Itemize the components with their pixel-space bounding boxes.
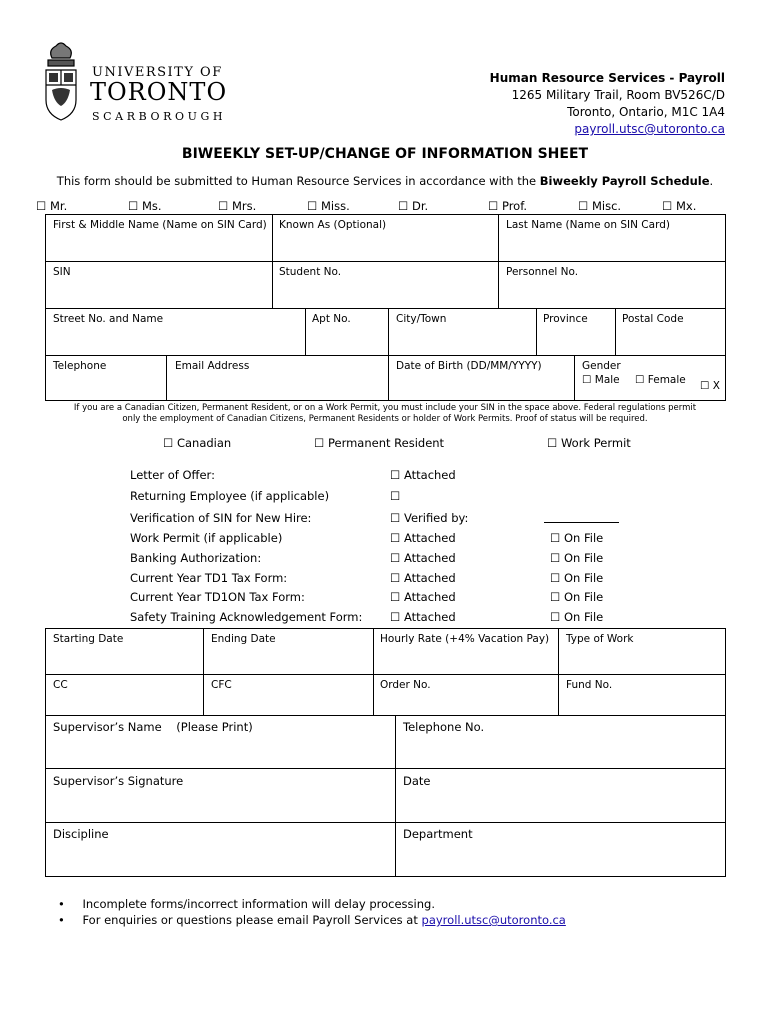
footer-bullet-2: • For enquiries or questions please email Payroll Services at payroll.utsc@utoronto.ca bbox=[58, 913, 566, 927]
field-postal-code[interactable]: Postal Code bbox=[622, 313, 684, 325]
returning-checkbox[interactable] bbox=[390, 489, 400, 503]
checkbox-icon[interactable]: ☐ bbox=[390, 531, 401, 545]
field-type-of-work[interactable]: Type of Work bbox=[566, 633, 634, 645]
checkbox-icon[interactable]: ☐ bbox=[218, 199, 229, 213]
field-order-no[interactable]: Order No. bbox=[380, 679, 431, 691]
checkbox-icon[interactable]: ☐ bbox=[390, 610, 401, 624]
doc-letter-of-offer: Letter of Offer: bbox=[130, 468, 215, 482]
checkbox-icon[interactable]: ☐ bbox=[390, 489, 401, 503]
checkbox-icon[interactable]: ☐ bbox=[700, 380, 710, 392]
field-cfc[interactable]: CFC bbox=[211, 679, 232, 691]
gender-label: Gender bbox=[582, 360, 621, 372]
field-supervisor-signature[interactable]: Supervisor’s Signature bbox=[53, 774, 184, 788]
intro-text: This form should be submitted to Human Resource Services in accordance with the Biweekly Payroll Schedule. bbox=[56, 174, 714, 188]
contact-department: Human Resource Services - Payroll bbox=[489, 71, 725, 85]
field-supervisor-name[interactable]: Supervisor’s Name (Please Print) bbox=[53, 720, 253, 734]
field-first-middle-name[interactable]: First & Middle Name (Name on SIN Card) bbox=[53, 219, 267, 231]
checkbox-icon[interactable]: ☐ bbox=[550, 610, 561, 624]
footer-email-link[interactable]: payroll.utsc@utoronto.ca bbox=[421, 913, 566, 927]
checkbox-icon[interactable]: ☐ bbox=[547, 436, 558, 450]
work-permit-attached-checkbox[interactable]: ☐ Attached bbox=[390, 531, 456, 545]
bullet-icon: • bbox=[58, 913, 65, 927]
checkbox-icon[interactable]: ☐ bbox=[390, 511, 401, 525]
field-supervisor-telephone[interactable]: Telephone No. bbox=[403, 720, 485, 734]
field-date[interactable]: Date bbox=[403, 774, 431, 788]
field-fund-no[interactable]: Fund No. bbox=[566, 679, 613, 691]
checkbox-icon[interactable]: ☐ bbox=[36, 199, 47, 213]
gender-male-option[interactable]: ☐ Male bbox=[582, 374, 620, 386]
logo-university-of: UNIVERSITY OF bbox=[92, 65, 223, 80]
doc-returning-employee: Returning Employee (if applicable) bbox=[130, 489, 330, 503]
contact-block bbox=[490, 70, 725, 138]
checkbox-icon[interactable]: ☐ bbox=[390, 468, 401, 482]
doc-banking-authorization: Banking Authorization: bbox=[130, 551, 262, 565]
payroll-schedule-ref: Biweekly Payroll Schedule bbox=[539, 174, 710, 188]
banking-on-file-checkbox[interactable]: ☐ On File bbox=[550, 551, 604, 565]
checkbox-icon[interactable]: ☐ bbox=[550, 590, 561, 604]
checkbox-icon[interactable]: ☐ bbox=[550, 531, 561, 545]
checkbox-icon[interactable]: ☐ bbox=[662, 199, 673, 213]
checkbox-icon[interactable]: ☐ bbox=[307, 199, 318, 213]
field-starting-date[interactable]: Starting Date bbox=[53, 633, 124, 645]
field-street[interactable]: Street No. and Name bbox=[53, 313, 164, 325]
logo-toronto: TORONTO bbox=[90, 78, 228, 106]
field-hourly-rate[interactable]: Hourly Rate (+4% Vacation Pay) bbox=[380, 633, 550, 645]
university-logo bbox=[40, 40, 230, 128]
field-last-name[interactable]: Last Name (Name on SIN Card) bbox=[506, 219, 670, 231]
work-permit-on-file-checkbox[interactable]: ☐ On File bbox=[550, 531, 604, 545]
field-telephone[interactable]: Telephone bbox=[53, 360, 107, 372]
field-known-as[interactable]: Known As (Optional) bbox=[279, 219, 387, 231]
offer-attached-checkbox[interactable]: ☐ Attached bbox=[390, 468, 456, 482]
field-student-no[interactable]: Student No. bbox=[279, 266, 342, 278]
status-work-permit[interactable]: ☐ Work Permit bbox=[547, 436, 631, 450]
contact-address-1: 1265 Military Trail, Room BV526C/D bbox=[511, 88, 725, 102]
checkbox-icon[interactable]: ☐ bbox=[128, 199, 139, 213]
checkbox-icon[interactable]: ☐ bbox=[550, 571, 561, 585]
doc-td1: Current Year TD1 Tax Form: bbox=[130, 571, 288, 585]
salutation-mr[interactable]: ☐ Mr. bbox=[36, 199, 68, 213]
field-ending-date[interactable]: Ending Date bbox=[211, 633, 276, 645]
salutation-misc[interactable]: ☐ Misc. bbox=[578, 199, 622, 213]
gender-x-option[interactable]: ☐ X bbox=[700, 380, 720, 392]
field-city[interactable]: City/Town bbox=[396, 313, 447, 325]
doc-sin-verification: Verification of SIN for New Hire: bbox=[130, 511, 312, 525]
footer-bullet-1: • Incomplete forms/incorrect information will delay processing. bbox=[58, 897, 435, 911]
contact-address-2: Toronto, Ontario, M1C 1A4 bbox=[567, 105, 725, 119]
salutation-miss[interactable]: ☐ Miss. bbox=[307, 199, 350, 213]
field-personnel-no[interactable]: Personnel No. bbox=[506, 266, 579, 278]
checkbox-icon[interactable]: ☐ bbox=[550, 551, 561, 565]
crest-icon bbox=[42, 40, 80, 126]
td1-on-file-checkbox[interactable]: ☐ On File bbox=[550, 571, 604, 585]
doc-safety-training: Safety Training Acknowledgement Form: bbox=[130, 610, 363, 624]
safety-on-file-checkbox[interactable]: ☐ On File bbox=[550, 610, 604, 624]
checkbox-icon[interactable]: ☐ bbox=[398, 199, 409, 213]
salutation-ms[interactable]: ☐ Ms. bbox=[128, 199, 162, 213]
td1on-on-file-checkbox[interactable]: ☐ On File bbox=[550, 590, 604, 604]
checkbox-icon[interactable]: ☐ bbox=[578, 199, 589, 213]
field-discipline[interactable]: Discipline bbox=[53, 827, 109, 841]
field-email[interactable]: Email Address bbox=[175, 360, 250, 372]
field-apt-no[interactable]: Apt No. bbox=[312, 313, 351, 325]
salutation-prof[interactable]: ☐ Prof. bbox=[488, 199, 528, 213]
bullet-icon: • bbox=[58, 897, 65, 911]
checkbox-icon[interactable]: ☐ bbox=[390, 571, 401, 585]
td1-attached-checkbox[interactable]: ☐ Attached bbox=[390, 571, 456, 585]
salutation-mx[interactable]: ☐ Mx. bbox=[662, 199, 697, 213]
logo-scarborough: SCARBOROUGH bbox=[92, 110, 227, 123]
field-province[interactable]: Province bbox=[543, 313, 588, 325]
gender-female-option[interactable]: ☐ Female bbox=[635, 374, 686, 386]
doc-td1on: Current Year TD1ON Tax Form: bbox=[130, 590, 305, 604]
banking-attached-checkbox[interactable]: ☐ Attached bbox=[390, 551, 456, 565]
td1on-attached-checkbox[interactable]: ☐ Attached bbox=[390, 590, 456, 604]
checkbox-icon[interactable]: ☐ bbox=[488, 199, 499, 213]
contact-email-link[interactable]: payroll.utsc@utoronto.ca bbox=[574, 122, 725, 136]
sin-verified-checkbox[interactable]: ☐ Verified by: bbox=[390, 511, 469, 525]
checkbox-icon[interactable]: ☐ bbox=[314, 436, 325, 450]
checkbox-icon[interactable]: ☐ bbox=[582, 374, 592, 386]
field-cc[interactable]: CC bbox=[53, 679, 68, 691]
verified-by-signature-line[interactable] bbox=[544, 522, 619, 523]
salutation-dr[interactable]: ☐ Dr. bbox=[398, 199, 429, 213]
field-sin[interactable]: SIN bbox=[53, 266, 71, 278]
sin-status-note: If you are a Canadian Citizen, Permanent Resident, or on a Work Permit, you must include your SIN in the space above. Federal regulations permit only the employment of Canadian Citizens, Permanent Residents or holder of Work Permits. Proof of status will be required. bbox=[73, 403, 697, 424]
form-title: BIWEEKLY SET-UP/CHANGE OF INFORMATION SHEET bbox=[181, 146, 589, 162]
checkbox-icon[interactable]: ☐ bbox=[635, 374, 645, 386]
checkbox-icon[interactable]: ☐ bbox=[163, 436, 174, 450]
status-permanent-resident[interactable]: ☐ Permanent Resident bbox=[314, 436, 445, 450]
field-date-of-birth[interactable]: Date of Birth (DD/MM/YYYY) bbox=[396, 360, 542, 372]
salutation-mrs[interactable]: ☐ Mrs. bbox=[218, 199, 257, 213]
checkbox-icon[interactable]: ☐ bbox=[390, 590, 401, 604]
status-canadian[interactable]: ☐ Canadian bbox=[163, 436, 232, 450]
doc-work-permit: Work Permit (if applicable) bbox=[130, 531, 283, 545]
field-department[interactable]: Department bbox=[403, 827, 473, 841]
safety-attached-checkbox[interactable]: ☐ Attached bbox=[390, 610, 456, 624]
checkbox-icon[interactable]: ☐ bbox=[390, 551, 401, 565]
